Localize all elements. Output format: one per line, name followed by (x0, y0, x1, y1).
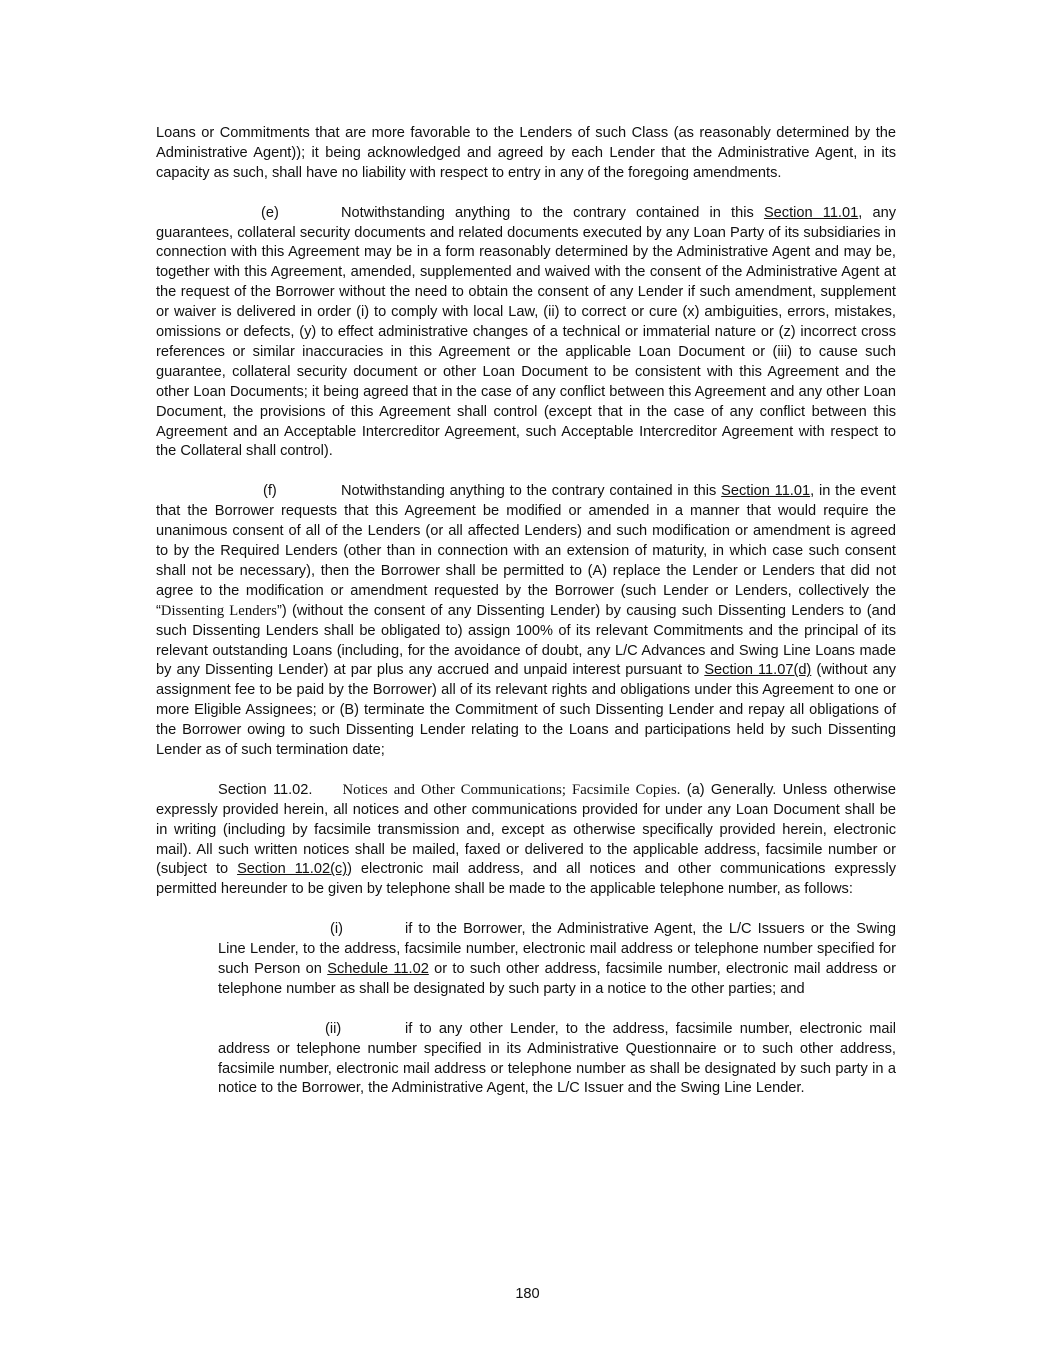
item-i (218, 920, 896, 1000)
paragraph-f-text-3: (without any assignment fee to be paid by the Borrower) all of its relevant rights and obligations under this Agreement to one or more Eligible Assignees; or (B) terminate the Commitment of such Dissenting Lender and repay all obligations of the Borrower owing to such Dissenting Lender relating to the Loans and participations held by such Dissenting Lender as of such termination date; (156, 662, 896, 759)
section-11-07d-link[interactable]: Section 11.07(d) (704, 662, 812, 679)
paragraph-f (156, 482, 896, 761)
page-number: 180 (515, 1286, 540, 1302)
document-body (156, 124, 896, 1099)
paragraph-f-lead: Notwithstanding anything to the contrary contained in this (341, 483, 722, 500)
item-ii-text: if to any other Lender, to the address, facsimile number, electronic mail address or telephone number specified in its Administrative Questionnaire or to such other address, facsimile number, electronic mail address or telephone number as shall be designated by such party in a notice to the Borrower, the Administrative Agent, the L/C Issuer and the Swing Line Lender. (218, 1020, 896, 1097)
section-11-02-text-2: ) electronic mail address, and all notices and other communications expressly permitted hereunder to be given by telephone shall be made to the applicable telephone number, as follows: (156, 861, 896, 898)
paragraph-f-text-2: ”) (without the consent of any Dissenting Lender) by causing such Dissenting Lenders to (and such Dissenting Lenders shall be obligated to) assign 100% of its relevant Commitments and the principal of its relevant outstanding Loans (including, for the avoidance of doubt, any L/C Advances and Swing Line Loans made by any Dissenting Lender) at par plus any accrued and unpaid interest pursuant to (156, 602, 896, 679)
item-ii-label: (ii) (325, 1020, 342, 1037)
paragraph-e-lead: Notwithstanding anything to the contrary contained in this (341, 204, 764, 221)
section-11-01-link[interactable]: Section 11.01 (763, 204, 859, 221)
paragraph-e-label: (e) (261, 204, 279, 221)
section-11-02-paragraph (156, 781, 896, 900)
defined-term-dissenting-lenders: Dissenting Lenders (160, 602, 277, 619)
item-i-text-2: or to such other address, facsimile number, electronic mail address or telephone number as shall be designated by such party in a notice to the other parties; and (218, 961, 896, 997)
section-11-02c-link[interactable]: Section 11.02(c) (237, 861, 348, 878)
item-ii (218, 1020, 896, 1100)
section-11-02-text-1: (a) Generally. Unless otherwise expressly provided herein, all notices and other communications provided for under any Loan Document shall be in writing (including by facsimile transmission and, except as otherwise specifically provided herein, electronic mail). All such written notices shall be mailed, faxed or delivered to the applicable address, facsimile number or (subject to (156, 781, 896, 878)
paragraph-e (156, 204, 896, 463)
section-11-02-number: Section 11.02. (218, 781, 313, 798)
paragraph-f-label: (f) (263, 483, 277, 500)
item-i-text-1: if to the Borrower, the Administrative Agent, the L/C Issuers or the Swing Line Lender, to the address, facsimile number, electronic mail address or telephone number specified for such Person on (218, 921, 896, 977)
paragraph-e-text: , any guarantees, collateral security documents and related documents executed by any Loan Party of its subsidiaries in connection with this Agreement may be in a form reasonably determined by the Administrative Agent and may be, together with this Agreement, amended, supplemented and waived with the consent of the Administrative Agent at the request of the Borrower without the need to obtain the consent of any Lender if such amendment, supplement or waiver is delivered in order (i) to comply with local Law, (ii) to correct or cure (x) ambiguities, errors, mistakes, omissions or defects, (y) to effect administrative changes of a technical or immaterial nature or (z) incorrect cross references or similar inaccuracies in this Agreement or the applicable Loan Document or (iii) to cause such guarantee, collateral security document or other Loan Document to be consistent with this Agreement and the other Loan Documents; it being agreed that in the case of any conflict between this Agreement and any other Loan Document, the provisions of this Agreement shall control (except that in the case of any conflict between this Agreement and an Acceptable Intercreditor Agreement, such Acceptable Intercreditor Agreement with respect to the Collateral shall control). (156, 204, 896, 460)
schedule-11-02-link[interactable]: Schedule 11.02 (327, 961, 429, 977)
section-11-02-heading: Notices and Other Communications; Facsimile Copies. (342, 781, 681, 798)
item-i-label: (i) (330, 921, 343, 938)
paragraph-f-text-1: , in the event that the Borrower requests that this Agreement be modified or amended in a manner that would require the unanimous consent of all of the Lenders (or all affected Lenders) and such modification or amendment is agreed to by the Required Lenders (other than in connection with an extension of maturity, in which case such consent shall not be necessary), then the Borrower shall be permitted to (A) replace the Lender or Lenders that did not agree to the modification or amendment requested by the Borrower (such Lender or Lenders, collectively the “ (156, 483, 896, 619)
section-11-01-link[interactable]: Section 11.01 (721, 483, 811, 500)
continuation-paragraph: Loans or Commitments that are more favorable to the Lenders of such Class (as reasonably determined by the Administrative Agent)); it being acknowledged and agreed by each Lender that the Administrative Agent, in its capacity as such, shall have no liability with respect to entry in any of the foregoing amendments. (156, 125, 896, 181)
